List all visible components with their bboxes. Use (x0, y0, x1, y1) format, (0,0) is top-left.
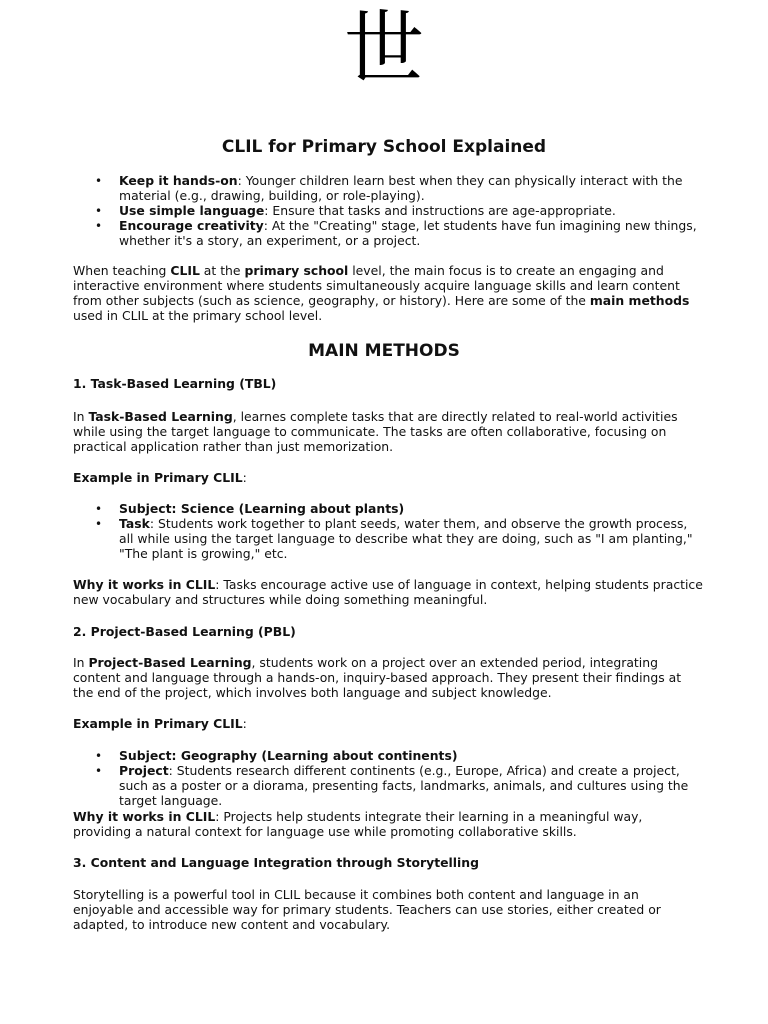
method-3-heading: 3. Content and Language Integration through Storytelling (73, 855, 479, 870)
method-2-description: In Project-Based Learning, students work on a project over an extended period, integrating content and language through a hands-on, inquiry-based approach. They present their findings at the end of the project, which involves both language and subject knowledge. (73, 655, 682, 700)
page-title: CLIL for Primary School Explained (221, 137, 547, 157)
method-3-description: Storytelling is a powerful tool in CLIL because it combines both content and language in an enjoyable and accessible way for primary students. Teachers can use stories, either created or adapted, to introduce new content and vocabulary. (73, 887, 661, 932)
list-item: • Project: Students research different continents (e.g., Europe, Africa) and create a project, such as a poster or a diorama, presenting facts, landmarks, animals, and cultures using the target language. (73, 764, 703, 809)
intro-paragraph: When teaching CLIL at the primary school level, the main focus is to create an engaging and interactive environment where students simultaneously acquire language skills and learn content from other subjects (such as science, geography, or history). Here are some of the main methods used in CLIL at the primary school level. (73, 263, 690, 323)
method-1-why: Why it works in CLIL: Tasks encourage active use of language in context, helping students practice new vocabulary and structures while doing something meaningful. (73, 577, 703, 607)
main-methods-heading: MAIN METHODS (308, 341, 460, 361)
list-item: • Task: Students work together to plant seeds, water them, and observe the growth process, all while using the target language to describe what they are doing, such as "I am planting," "The plant is growing," etc. (73, 517, 703, 562)
method-1-example-label: Example in Primary CLIL: (73, 470, 247, 485)
method-1-description: In Task-Based Learning, learnes complete tasks that are directly related to real-world activities while using the target language to communicate. The tasks are often collaborative, focusing on practical application rather than just memorization. (73, 409, 678, 454)
method-2-example-list (73, 749, 703, 809)
method-2-example-label: Example in Primary CLIL: (73, 716, 247, 731)
list-item: • Subject: Geography (Learning about continents) (73, 749, 703, 764)
tips-list (73, 174, 703, 249)
list-item: • Subject: Science (Learning about plants) (73, 502, 703, 517)
method-2-why: Why it works in CLIL: Projects help students integrate their learning in a meaningful way, providing a natural context for language use while promoting collaborative skills. (73, 809, 643, 839)
list-item: • Keep it hands-on: Younger children learn best when they can physically interact with the material (e.g., drawing, building, or role-playing). (73, 174, 703, 204)
kanji-logo: 世 (344, 2, 424, 95)
method-2-heading: 2. Project-Based Learning (PBL) (73, 624, 296, 639)
list-item: • Encourage creativity: At the "Creating" stage, let students have fun imagining new things, whether it's a story, an experiment, or a project. (73, 219, 703, 249)
method-1-example-list (73, 502, 703, 562)
list-item: • Use simple language: Ensure that tasks and instructions are age-appropriate. (73, 204, 703, 219)
method-1-heading: 1. Task-Based Learning (TBL) (73, 376, 277, 391)
